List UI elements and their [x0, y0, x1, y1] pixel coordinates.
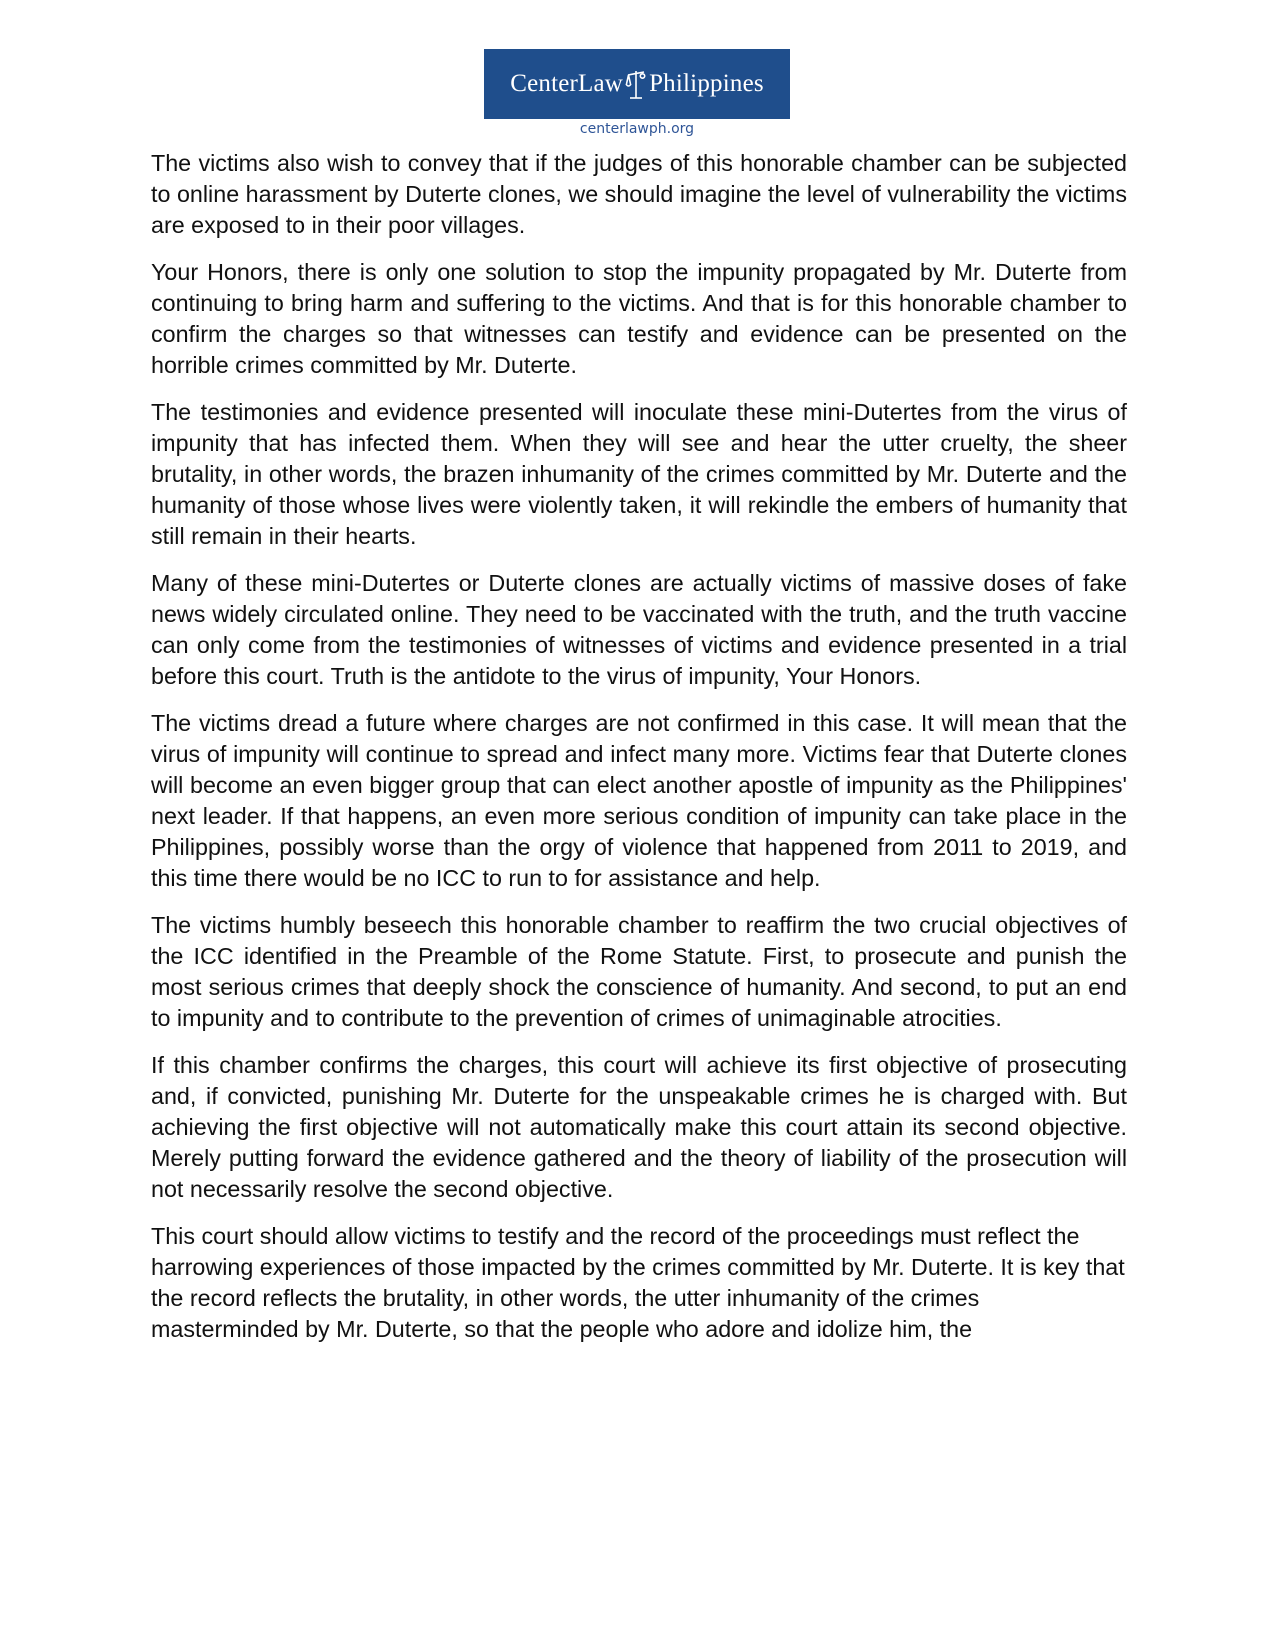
- paragraph: The victims humbly beseech this honorable chamber to reaffirm the two crucial objectives of the ICC identified in the Preamble of the Rome Statute. First, to prosecute and punish the most serious crimes that deeply shock the conscience of humanity. And second, to put an end to impunity and to contribute to the prevention of crimes of unimaginable atrocities.: [151, 912, 1127, 1031]
- paragraph: The victims also wish to convey that if the judges of this honorable chamber can be subjected to online harassment by Duterte clones, we should imagine the level of vulnerability the victims are exposed to in their poor villages.: [151, 150, 1127, 238]
- scales-of-justice-icon: [625, 67, 647, 101]
- paragraph: Many of these mini-Dutertes or Duterte clones are actually victims of massive doses of fake news widely circulated online. They need to be vaccinated with the truth, and the truth vaccine can only come from the testimonies of witnesses of victims and evidence presented in a trial before this court. Truth is the antidote to the virus of impunity, Your Honors.: [151, 570, 1127, 689]
- paragraph: If this chamber confirms the charges, this court will achieve its first objective of prosecuting and, if convicted, punishing Mr. Duterte for the unspeakable crimes he is charged with. But achieving the first objective will not automatically make this court attain its second objective. Merely putting forward the evidence gathered and the theory of liability of the prosecution will not necessarily resolve the second objective.: [151, 1052, 1127, 1202]
- paragraph: The testimonies and evidence presented will inoculate these mini-Dutertes from the virus of impunity that has infected them. When they will see and hear the utter cruelty, the sheer brutality, in other words, the brazen inhumanity of the crimes committed by Mr. Duterte and the humanity of those whose lives were violently taken, it will rekindle the embers of humanity that still remain in their hearts.: [151, 399, 1127, 549]
- logo-text-left: CenterLaw: [510, 70, 624, 97]
- website-url: centerlawph.org: [579, 121, 695, 137]
- paragraph: Your Honors, there is only one solution to stop the impunity propagated by Mr. Duterte from continuing to bring harm and suffering to the victims. And that is for this honorable chamber to confirm the charges so that witnesses can testify and evidence can be presented on the horrible crimes committed by Mr. Duterte.: [151, 259, 1127, 378]
- header-logo: [484, 49, 790, 137]
- logo-banner: [484, 49, 790, 119]
- paragraph: This court should allow victims to testify and the record of the proceedings must reflect the harrowing experiences of those impacted by the crimes committed by Mr. Duterte. It is key that the record reflects the brutality, in other words, the utter inhumanity of the crimes masterminded by Mr. Duterte, so that the people who adore and idolize him, the: [151, 1223, 1125, 1342]
- document-body: [151, 148, 1127, 1361]
- logo-text-right: Philippines: [649, 70, 764, 97]
- paragraph: The victims dread a future where charges are not confirmed in this case. It will mean that the virus of impunity will continue to spread and infect many more. Victims fear that Duterte clones will become an even bigger group that can elect another apostle of impunity as the Philippines' next leader. If that happens, an even more serious condition of impunity can take place in the Philippines, possibly worse than the orgy of violence that happened from 2011 to 2019, and this time there would be no ICC to run to for assistance and help.: [151, 710, 1127, 891]
